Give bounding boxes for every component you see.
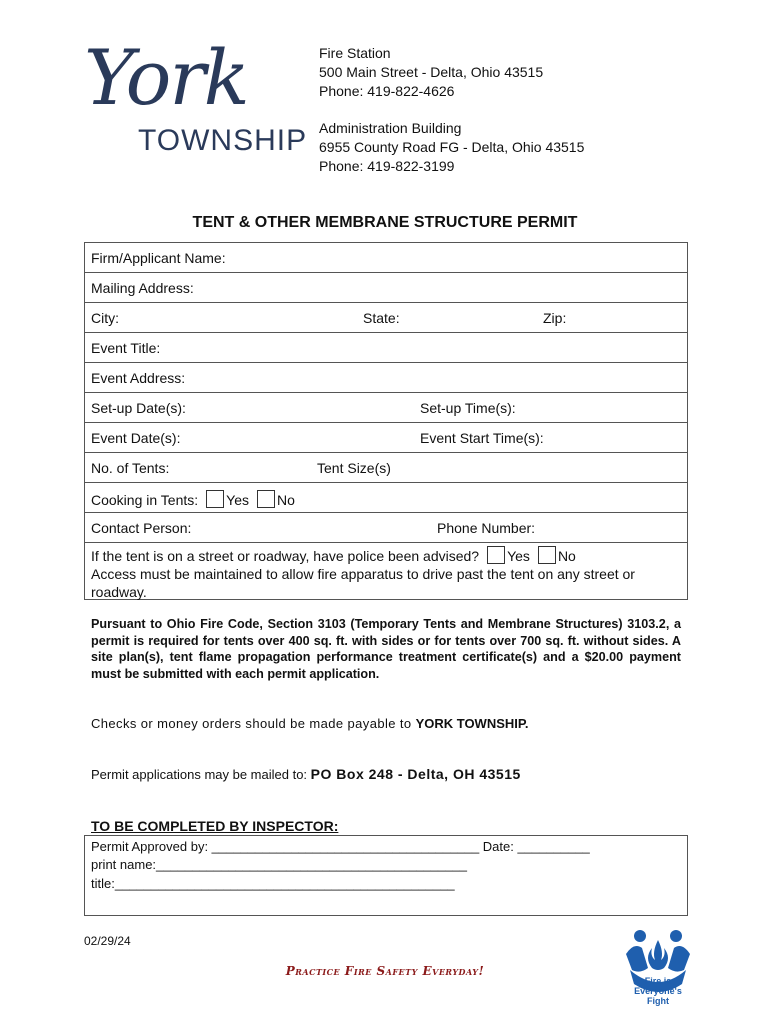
cooking-no-checkbox[interactable] — [257, 490, 275, 508]
checks-payee: YORK TOWNSHIP. — [415, 716, 529, 731]
event-address-label: Event Address: — [91, 370, 186, 386]
event-dates-label: Event Date(s): — [91, 430, 181, 446]
permit-form — [84, 242, 688, 600]
event-title-row[interactable] — [85, 333, 687, 363]
admin-building-phone: Phone: 419-822-3199 — [319, 158, 455, 174]
setup-dates-label: Set-up Date(s): — [91, 400, 186, 416]
admin-building-name: Administration Building — [319, 120, 462, 136]
setup-row[interactable] — [85, 393, 687, 423]
cooking-row — [85, 483, 687, 513]
police-no-checkbox[interactable] — [538, 546, 556, 564]
page-title: TENT & OTHER MEMBRANE STRUCTURE PERMIT — [192, 214, 578, 231]
mail-address: PO Box 248 - Delta, OH 43515 — [310, 766, 521, 782]
city-label: City: — [91, 310, 119, 326]
tent-sizes-label: Tent Size(s) — [317, 460, 391, 476]
fire-station-info — [319, 44, 543, 101]
phone-number-label: Phone Number: — [437, 520, 536, 536]
event-dates-row[interactable] — [85, 423, 687, 453]
cooking-no-label: No — [276, 492, 295, 508]
fire-station-name: Fire Station — [319, 45, 391, 61]
event-title-label: Event Title: — [91, 340, 161, 356]
applicant-name-row[interactable] — [85, 243, 687, 273]
cooking-yes-label: Yes — [226, 492, 249, 508]
city-state-zip-row[interactable] — [85, 303, 687, 333]
contact-row[interactable] — [85, 513, 687, 543]
police-question: If the tent is on a street or roadway, have police been advised? — [91, 548, 480, 564]
motto: Practice Fire Safety Everyday! — [285, 964, 485, 978]
admin-building-info — [319, 119, 584, 176]
inspector-heading: TO BE COMPLETED BY INSPECTOR: — [91, 818, 339, 834]
inspector-box — [84, 835, 688, 916]
police-yes-checkbox[interactable] — [487, 546, 505, 564]
title-line[interactable]: title:_______________________________________________ — [91, 876, 455, 891]
event-address-row[interactable] — [85, 363, 687, 393]
state-label: State: — [363, 310, 400, 326]
admin-building-address: 6955 County Road FG - Delta, Ohio 43515 — [319, 139, 585, 155]
tents-row[interactable] — [85, 453, 687, 483]
setup-times-label: Set-up Time(s): — [420, 400, 516, 416]
police-yes-label: Yes — [507, 548, 530, 564]
mail-line — [91, 766, 521, 782]
checks-line — [91, 716, 529, 731]
police-paragraph — [91, 546, 681, 601]
approved-by-line[interactable]: Permit Approved by: _____________________________________ Date: __________ — [91, 839, 590, 854]
print-name-line[interactable]: print name:___________________________________________ — [91, 857, 467, 872]
event-start-times-label: Event Start Time(s): — [420, 430, 544, 446]
applicant-name-label: Firm/Applicant Name: — [91, 250, 226, 266]
badge-text — [622, 976, 694, 1006]
date-code: 02/29/24 — [84, 934, 131, 948]
contact-person-label: Contact Person: — [91, 520, 192, 536]
legal-text: Pursuant to Ohio Fire Code, Section 3103 (Temporary Tents and Membrane Structures) 3103.2, a permit is required for tents over 400 sq. ft. with sides or for tents over 700 sq. ft. without sides. A site plan(s), tent flame propagation performance treatment certificate(s) and a $20.00 payment must be submitted with each permit application. — [91, 617, 681, 681]
logo-york: York — [84, 33, 248, 122]
cooking-group — [91, 490, 295, 508]
checks-text: Checks or money orders should be made payable to — [91, 716, 412, 731]
badge-line2: Everyone's — [634, 986, 682, 996]
police-no-label: No — [557, 548, 576, 564]
mail-text: Permit applications may be mailed to: — [91, 767, 308, 782]
fire-station-phone: Phone: 419-822-4626 — [319, 83, 455, 99]
access-note: Access must be maintained to allow fire apparatus to drive past the tent on any street or roadway. — [91, 566, 635, 600]
logo-township: TOWNSHIP — [138, 124, 308, 157]
fire-station-address: 500 Main Street - Delta, Ohio 43515 — [319, 64, 544, 80]
badge-line3: Fight — [647, 996, 669, 1006]
police-row — [85, 543, 687, 599]
cooking-label: Cooking in Tents: — [91, 492, 199, 508]
mailing-address-row[interactable] — [85, 273, 687, 303]
badge-line1: Fire is — [644, 976, 672, 986]
num-tents-label: No. of Tents: — [91, 460, 170, 476]
cooking-yes-checkbox[interactable] — [206, 490, 224, 508]
fire-is-everyones-fight-badge — [622, 924, 694, 1020]
mailing-address-label: Mailing Address: — [91, 280, 194, 296]
zip-label: Zip: — [543, 310, 567, 326]
